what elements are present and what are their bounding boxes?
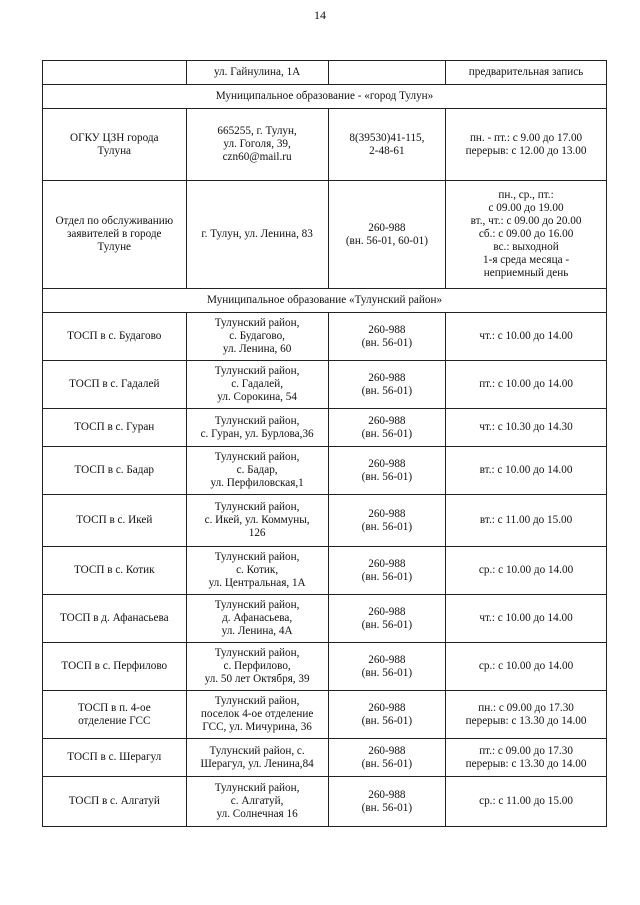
name-line: ТОСП в с. Перфилово [61, 660, 168, 673]
address-cell [186, 595, 328, 643]
office-name-cell [43, 777, 187, 827]
hours-cell [446, 181, 607, 289]
address-line: ул. Ленина, 4А [221, 624, 293, 637]
address-line: ул. Сорокина, 54 [217, 390, 297, 403]
hours-line: перерыв: с 13.30 до 14.00 [465, 714, 587, 727]
phone-cell [328, 109, 445, 181]
phone-cell [328, 547, 445, 595]
phone-line: (вн. 56-01) [361, 520, 413, 533]
address-line: Тулунский район, [214, 599, 300, 612]
address-line: Шерагул, ул. Ленина,84 [200, 757, 314, 770]
office-name-cell [43, 181, 187, 289]
phone-cell [328, 409, 445, 447]
phone-line: (вн. 56-01) [361, 570, 413, 583]
phone-line: 260-988 [368, 507, 406, 520]
name-line: ТОСП в с. Икей [76, 514, 153, 527]
address-line: ул. Перфиловская,1 [210, 476, 304, 489]
address-line: czn60@mail.ru [222, 150, 292, 163]
address-line: Тулунский район, [214, 782, 300, 795]
hours-line: перерыв: с 12.00 до 13.00 [465, 144, 587, 157]
name-line: ТОСП в с. Гадалей [69, 378, 160, 391]
name-line: Тулуне [97, 240, 132, 253]
table-row [43, 495, 607, 547]
hours-cell [446, 313, 607, 361]
office-name-cell [43, 447, 187, 495]
phone-cell [328, 595, 445, 643]
phone-line: 260-988 [368, 457, 406, 470]
address-line: ГСС, ул. Мичурина, 36 [202, 720, 312, 733]
hours-cell [446, 739, 607, 777]
office-name-cell [43, 109, 187, 181]
phone-line: (вн. 56-01) [361, 757, 413, 770]
name-line: ТОСП в с. Шерагул [67, 751, 162, 764]
phone-cell [328, 361, 445, 409]
table-row [43, 61, 607, 85]
phone-line: (вн. 56-01) [361, 666, 413, 679]
hours-line: сб.: с 09.00 до 16.00 [478, 228, 574, 241]
address-line: с. Котик, [236, 564, 279, 577]
phone-cell [328, 447, 445, 495]
address-line: 665255, г. Тулун, [217, 125, 297, 138]
phone-cell [328, 181, 445, 289]
address-line: ул. Ленина, 60 [222, 342, 292, 355]
phone-line: (вн. 56-01) [361, 427, 413, 440]
address-line: ул. Центральная, 1А [208, 576, 306, 589]
phone-line: (вн. 56-01) [361, 384, 413, 397]
address-cell [186, 447, 328, 495]
phone-cell [328, 643, 445, 691]
phone-cell [328, 739, 445, 777]
hours-line: перерыв: с 13.30 до 14.00 [465, 757, 587, 770]
name-line: Отдел по обслуживанию [55, 215, 174, 228]
phone-line: (вн. 56-01, 60-01) [345, 234, 428, 247]
name-line: ОГКУ ЦЗН города [70, 131, 159, 144]
address-cell [186, 777, 328, 827]
phone-line: 260-988 [368, 371, 406, 384]
hours-cell [446, 777, 607, 827]
address-cell [186, 691, 328, 739]
address-line: ул. 50 лет Октября, 39 [204, 672, 310, 685]
name-line: ТОСП в п. 4-ое [77, 701, 151, 714]
hours-line: ср.: с 10.00 до 14.00 [478, 564, 574, 577]
hours-cell [446, 361, 607, 409]
hours-line: чт.: с 10.30 до 14.30 [479, 421, 573, 434]
name-line: ТОСП в д. Афанасьева [59, 612, 169, 625]
section-row [43, 85, 607, 109]
office-name-cell [43, 313, 187, 361]
address-line: Тулунский район, [214, 551, 300, 564]
name-line: отделение ГСС [78, 714, 151, 727]
phone-cell [328, 61, 445, 85]
table-row [43, 447, 607, 495]
phone-line: 260-988 [368, 653, 406, 666]
office-name-cell [43, 739, 187, 777]
address-cell [186, 547, 328, 595]
hours-line: чт.: с 10.00 до 14.00 [479, 330, 573, 343]
section-title: Муниципальное образование - «город Тулун» [43, 85, 607, 109]
hours-line: пн. - пт.: с 9.00 до 17.00 [469, 131, 583, 144]
hours-line: вт.: с 10.00 до 14.00 [479, 464, 573, 477]
hours-cell [446, 109, 607, 181]
address-line: Тулунский район, [214, 451, 300, 464]
hours-cell [446, 409, 607, 447]
address-cell [186, 495, 328, 547]
address-cell [186, 181, 328, 289]
address-cell [186, 109, 328, 181]
phone-line: (вн. 56-01) [361, 470, 413, 483]
phone-line: 2-48-61 [369, 144, 405, 157]
address-line: с. Гадалей, [231, 378, 284, 391]
section-row [43, 289, 607, 313]
office-name-cell [43, 547, 187, 595]
address-line: с. Будагово, [229, 330, 285, 343]
hours-line: ср.: с 10.00 до 14.00 [478, 660, 574, 673]
address-cell: ул. Гайнулина, 1А [186, 61, 328, 85]
address-line: ул. Гоголя, 39, [223, 138, 291, 151]
address-line: Тулунский район, [214, 647, 300, 660]
table-row [43, 181, 607, 289]
address-line: Тулунский район, [214, 317, 300, 330]
table-row [43, 361, 607, 409]
address-cell [186, 739, 328, 777]
phone-line: (вн. 56-01) [361, 336, 413, 349]
address-cell [186, 313, 328, 361]
phone-line: 260-988 [368, 221, 406, 234]
office-name-cell [43, 595, 187, 643]
table-row [43, 409, 607, 447]
phone-line: 260-988 [368, 605, 406, 618]
address-line: поселок 4-ое отделение [200, 708, 314, 721]
name-line: ТОСП в с. Будагово [67, 330, 162, 343]
address-line: Тулунский район, [214, 414, 300, 427]
name-line: ТОСП в с. Котик [74, 564, 155, 577]
phone-line: 260-988 [368, 701, 406, 714]
phone-line: 260-988 [368, 557, 406, 570]
hours-line: с 09.00 до 19.00 [488, 202, 564, 215]
hours-line: пт.: с 10.00 до 14.00 [479, 378, 573, 391]
table-row [43, 313, 607, 361]
hours-cell [446, 447, 607, 495]
address-line: ул. Солнечная 16 [216, 807, 298, 820]
phone-cell [328, 495, 445, 547]
phone-line: 260-988 [368, 744, 406, 757]
offices-table [42, 60, 607, 827]
address-line: с. Перфилово, [223, 660, 291, 673]
page-number: 14 [314, 8, 326, 22]
hours-line: чт.: с 10.00 до 14.00 [479, 612, 573, 625]
address-line: с. Гуран, ул. Бурлова,36 [200, 427, 314, 440]
address-cell [186, 643, 328, 691]
office-name-cell [43, 691, 187, 739]
hours-cell [446, 691, 607, 739]
hours-cell [446, 595, 607, 643]
address-line: Тулунский район, [214, 695, 300, 708]
name-cell [43, 61, 187, 85]
hours-cell: предварительная запись [446, 61, 607, 85]
table-row [43, 691, 607, 739]
table-row [43, 777, 607, 827]
phone-line: 260-988 [368, 323, 406, 336]
phone-line: (вн. 56-01) [361, 714, 413, 727]
hours-line: вт.: с 11.00 до 15.00 [479, 514, 573, 527]
table-row [43, 595, 607, 643]
hours-line: пн.: с 09.00 до 17.30 [478, 701, 574, 714]
address-line: г. Тулун, ул. Ленина, 83 [201, 228, 313, 241]
address-cell [186, 409, 328, 447]
table-row [43, 739, 607, 777]
address-cell [186, 361, 328, 409]
name-line: Тулуна [97, 144, 132, 157]
phone-cell [328, 691, 445, 739]
table-row [43, 547, 607, 595]
name-line: ТОСП в с. Бадар [74, 464, 155, 477]
hours-line: вт., чт.: с 09.00 до 20.00 [470, 215, 582, 228]
phone-cell [328, 777, 445, 827]
hours-line: неприемный день [483, 266, 569, 279]
hours-line: ср.: с 11.00 до 15.00 [479, 795, 573, 808]
offices-table-body [43, 61, 607, 827]
hours-line: пн., ср., пт.: [498, 189, 554, 202]
address-line: с. Икей, ул. Коммуны, [204, 514, 310, 527]
phone-line: 8(39530)41-115, [349, 131, 425, 144]
address-line: д. Афанасьева, [222, 612, 293, 625]
hours-cell [446, 643, 607, 691]
phone-line: (вн. 56-01) [361, 801, 413, 814]
hours-line: пт.: с 09.00 до 17.30 [479, 744, 573, 757]
name-line: заявителей в городе [67, 228, 162, 241]
address-line: 126 [248, 526, 266, 539]
hours-line: 1-я среда месяца - [483, 253, 570, 266]
address-line: Тулунский район, [214, 365, 300, 378]
address-line: с. Алгатуй, [230, 795, 284, 808]
phone-cell [328, 313, 445, 361]
name-line: ТОСП в с. Алгатуй [68, 795, 160, 808]
phone-line: 260-988 [368, 414, 406, 427]
office-name-cell [43, 643, 187, 691]
office-name-cell [43, 361, 187, 409]
address-line: с. Бадар, [236, 464, 278, 477]
hours-cell [446, 495, 607, 547]
phone-line: 260-988 [368, 788, 406, 801]
table-row [43, 109, 607, 181]
phone-line: (вн. 56-01) [361, 618, 413, 631]
hours-cell [446, 547, 607, 595]
office-name-cell [43, 409, 187, 447]
address-line: Тулунский район, [214, 501, 300, 514]
name-line: ТОСП в с. Гуран [74, 421, 155, 434]
table-row [43, 643, 607, 691]
hours-line: вс.: выходной [493, 240, 559, 253]
office-name-cell [43, 495, 187, 547]
address-line: Тулунский район, с. [209, 744, 305, 757]
section-title: Муниципальное образование «Тулунский район» [43, 289, 607, 313]
